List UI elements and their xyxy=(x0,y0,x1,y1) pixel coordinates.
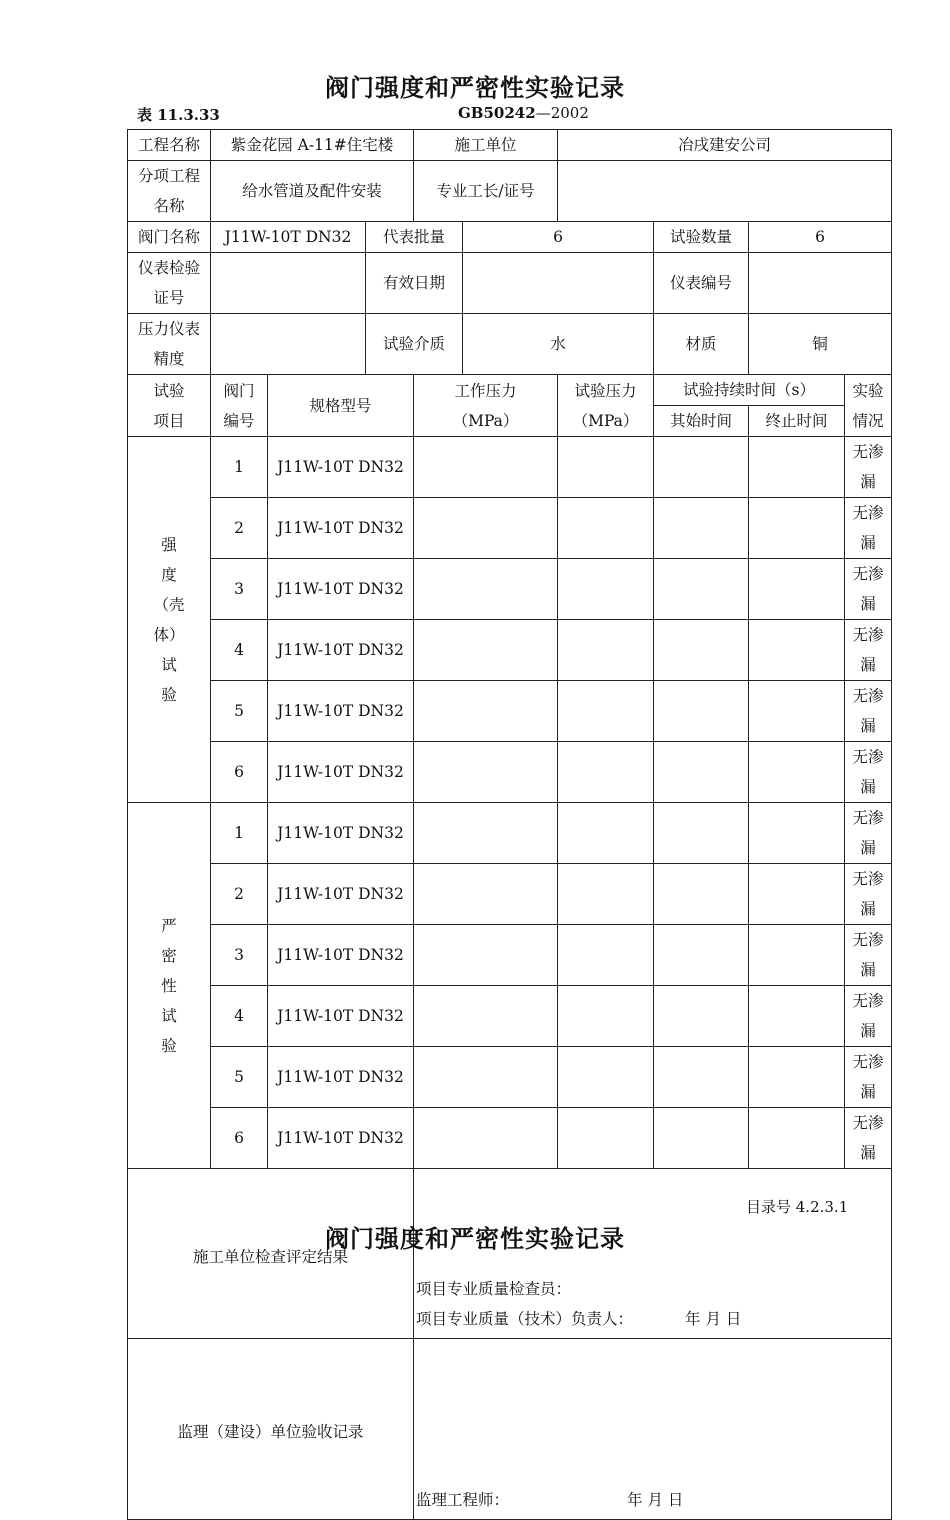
work-pressure-cell xyxy=(414,742,558,803)
contractor-value: 冶戌建安公司 xyxy=(558,130,892,161)
table-row xyxy=(128,925,892,986)
supervision-label: 监理（建设）单位验收记录 xyxy=(177,1423,364,1441)
col-test-pressure-line2: （MPa） xyxy=(572,411,639,430)
supervision-date: 年 月 日 xyxy=(627,1491,684,1509)
sub-project-row xyxy=(128,161,892,222)
sub-project-label-line1: 分项工程 xyxy=(137,167,200,185)
contractor-check-label: 施工单位检查评定结果 xyxy=(192,1247,348,1266)
work-pressure-cell xyxy=(414,986,558,1047)
medium-label: 试验介质 xyxy=(366,314,463,375)
result-cell: 无渗漏 xyxy=(845,437,892,498)
spec-cell: J11W-10T DN32 xyxy=(268,742,414,803)
tech-lead-line xyxy=(416,1304,741,1334)
test-pressure-cell xyxy=(558,620,654,681)
test-pressure-cell xyxy=(558,925,654,986)
valve-no-cell: 5 xyxy=(211,681,268,742)
work-pressure-cell xyxy=(414,1047,558,1108)
result-cell: 无渗漏 xyxy=(845,925,892,986)
spec-cell: J11W-10T DN32 xyxy=(268,498,414,559)
test-pressure-cell xyxy=(558,1047,654,1108)
col-work-pressure xyxy=(414,375,558,437)
test-qty-label: 试验数量 xyxy=(654,222,749,253)
contractor-sign-lines xyxy=(416,1274,741,1334)
end-time-cell xyxy=(749,1108,845,1169)
engineer-line xyxy=(416,1485,683,1515)
table-row xyxy=(128,559,892,620)
batch-label: 代表批量 xyxy=(366,222,463,253)
pressure-accuracy-line2: 精度 xyxy=(153,350,185,368)
col-test-pressure-line1: 试验压力 xyxy=(574,381,637,400)
work-pressure-cell xyxy=(414,498,558,559)
sub-project-value: 给水管道及配件安装 xyxy=(211,161,414,222)
supervision-row xyxy=(128,1339,892,1520)
column-header-row-1 xyxy=(128,375,892,406)
valve-no-cell: 4 xyxy=(211,620,268,681)
sub-project-label xyxy=(128,161,211,222)
result-cell: 无渗漏 xyxy=(845,1108,892,1169)
test-pressure-cell xyxy=(558,437,654,498)
work-pressure-cell xyxy=(414,925,558,986)
table-row xyxy=(128,620,892,681)
test-pressure-cell xyxy=(558,498,654,559)
start-time-cell xyxy=(654,1047,749,1108)
test-qty-value: 6 xyxy=(749,222,892,253)
start-time-cell xyxy=(654,803,749,864)
sub-project-label-line2: 名称 xyxy=(153,197,185,215)
strength-label-char: 强 xyxy=(161,535,177,554)
contractor-date: 年 月 日 xyxy=(685,1310,742,1328)
instrument-row xyxy=(128,253,892,314)
col-spec: 规格型号 xyxy=(268,375,414,437)
instrument-no-value xyxy=(749,253,892,314)
table-row xyxy=(128,1047,892,1108)
spec-cell: J11W-10T DN32 xyxy=(268,803,414,864)
table-row xyxy=(128,864,892,925)
strength-label-char: 验 xyxy=(161,685,177,704)
work-pressure-cell xyxy=(414,803,558,864)
valve-name-label: 阀门名称 xyxy=(128,222,211,253)
supervision-sign-area xyxy=(416,1339,889,1519)
start-time-cell xyxy=(654,498,749,559)
end-time-cell xyxy=(749,437,845,498)
engineer-label: 监理工程师： xyxy=(416,1491,510,1509)
supervision-sign-cell xyxy=(414,1339,892,1520)
work-pressure-cell xyxy=(414,620,558,681)
quality-inspector-line: 项目专业质量检查员： xyxy=(416,1280,572,1298)
spec-cell: J11W-10T DN32 xyxy=(268,864,414,925)
instrument-cert-line1: 仪表检验 xyxy=(137,259,200,277)
col-test-item xyxy=(128,375,211,437)
col-test-item-line1: 试验 xyxy=(153,381,185,400)
spec-cell: J11W-10T DN32 xyxy=(268,437,414,498)
end-time-cell xyxy=(749,986,845,1047)
pressure-accuracy-value xyxy=(211,314,366,375)
end-time-cell xyxy=(749,681,845,742)
spec-cell: J11W-10T DN32 xyxy=(268,1047,414,1108)
supervision-label-cell xyxy=(128,1339,414,1520)
start-time-cell xyxy=(654,742,749,803)
col-duration: 试验持续时间（s） xyxy=(654,375,845,406)
spec-cell: J11W-10T DN32 xyxy=(268,681,414,742)
tightness-label-char: 密 xyxy=(161,946,177,965)
work-pressure-cell xyxy=(414,559,558,620)
result-cell: 无渗漏 xyxy=(845,803,892,864)
end-time-cell xyxy=(749,864,845,925)
valid-date-label: 有效日期 xyxy=(366,253,463,314)
tightness-label-char: 试 xyxy=(161,1006,177,1025)
result-cell: 无渗漏 xyxy=(845,1047,892,1108)
instrument-cert-line2: 证号 xyxy=(153,289,185,307)
spec-cell: J11W-10T DN32 xyxy=(268,620,414,681)
col-valve-no-line2: 编号 xyxy=(223,411,255,430)
result-cell: 无渗漏 xyxy=(845,742,892,803)
start-time-cell xyxy=(654,1108,749,1169)
instrument-no-label: 仪表编号 xyxy=(654,253,749,314)
strength-label-char: （壳 xyxy=(153,595,185,614)
test-pressure-cell xyxy=(558,681,654,742)
valve-no-cell: 6 xyxy=(211,1108,268,1169)
medium-value: 水 xyxy=(463,314,654,375)
end-time-cell xyxy=(749,742,845,803)
col-work-pressure-line1: 工作压力 xyxy=(454,381,517,400)
next-page-title: 阀门强度和严密性实验记录 xyxy=(325,1224,625,1253)
form-number: 表 11.3.33 xyxy=(137,106,220,124)
test-pressure-cell xyxy=(558,742,654,803)
col-valve-no-line1: 阀门 xyxy=(223,381,255,400)
start-time-cell xyxy=(654,681,749,742)
supervision-sign-lines xyxy=(416,1485,683,1515)
material-value: 铜 xyxy=(749,314,892,375)
foreman-label: 专业工长/证号 xyxy=(414,161,558,222)
start-time-cell xyxy=(654,620,749,681)
tightness-label-char: 性 xyxy=(161,976,177,995)
test-pressure-cell xyxy=(558,803,654,864)
material-label: 材质 xyxy=(654,314,749,375)
valve-no-cell: 3 xyxy=(211,925,268,986)
contractor-label: 施工单位 xyxy=(414,130,558,161)
end-time-cell xyxy=(749,498,845,559)
tightness-test-label xyxy=(128,803,211,1169)
test-pressure-cell xyxy=(558,986,654,1047)
work-pressure-cell xyxy=(414,681,558,742)
project-name-label: 工程名称 xyxy=(128,130,211,161)
start-time-cell xyxy=(654,925,749,986)
strength-label-char: 度 xyxy=(161,565,177,584)
valve-no-cell: 2 xyxy=(211,498,268,559)
work-pressure-cell xyxy=(414,864,558,925)
start-time-cell xyxy=(654,559,749,620)
col-work-pressure-line2: （MPa） xyxy=(452,411,519,430)
valve-no-cell: 5 xyxy=(211,1047,268,1108)
col-end-time: 终止时间 xyxy=(749,406,845,437)
col-start-time: 其始时间 xyxy=(654,406,749,437)
valve-name-value: J11W-10T DN32 xyxy=(211,222,366,253)
valve-no-cell: 2 xyxy=(211,864,268,925)
valve-name-row xyxy=(128,222,892,253)
strength-label-char: 体） xyxy=(153,625,185,644)
work-pressure-cell xyxy=(414,1108,558,1169)
valve-no-cell: 1 xyxy=(211,437,268,498)
test-pressure-cell xyxy=(558,864,654,925)
standard-prefix: GB50242 xyxy=(458,104,536,122)
table-row xyxy=(128,986,892,1047)
pressure-accuracy-label xyxy=(128,314,211,375)
result-cell: 无渗漏 xyxy=(845,559,892,620)
table-row xyxy=(128,681,892,742)
instrument-cert-label xyxy=(128,253,211,314)
strength-label-char: 试 xyxy=(161,655,177,674)
valid-date-value xyxy=(463,253,654,314)
end-time-cell xyxy=(749,803,845,864)
end-time-cell xyxy=(749,1047,845,1108)
tech-lead-label: 项目专业质量（技术）负责人： xyxy=(416,1310,634,1328)
table-row xyxy=(128,742,892,803)
pressure-instrument-row xyxy=(128,314,892,375)
project-row xyxy=(128,130,892,161)
valve-test-record-table xyxy=(127,129,892,1520)
end-time-cell xyxy=(749,925,845,986)
col-result: 实验情况 xyxy=(845,375,892,437)
result-cell: 无渗漏 xyxy=(845,681,892,742)
table-row xyxy=(128,1108,892,1169)
project-name-value: 紫金花园 A-11#住宅楼 xyxy=(211,130,414,161)
start-time-cell xyxy=(654,864,749,925)
result-cell: 无渗漏 xyxy=(845,620,892,681)
table-row xyxy=(128,437,892,498)
pressure-accuracy-line1: 压力仪表 xyxy=(137,320,200,338)
col-test-pressure xyxy=(558,375,654,437)
page-title: 阀门强度和严密性实验记录 xyxy=(325,73,625,102)
tightness-label-char: 验 xyxy=(161,1036,177,1055)
end-time-cell xyxy=(749,620,845,681)
instrument-cert-value xyxy=(211,253,366,314)
valve-no-cell: 6 xyxy=(211,742,268,803)
spec-cell: J11W-10T DN32 xyxy=(268,559,414,620)
start-time-cell xyxy=(654,986,749,1047)
standard-code xyxy=(458,104,589,122)
batch-value: 6 xyxy=(463,222,654,253)
spec-cell: J11W-10T DN32 xyxy=(268,1108,414,1169)
spec-cell: J11W-10T DN32 xyxy=(268,986,414,1047)
valve-no-cell: 1 xyxy=(211,803,268,864)
start-time-cell xyxy=(654,437,749,498)
spec-cell: J11W-10T DN32 xyxy=(268,925,414,986)
result-cell: 无渗漏 xyxy=(845,986,892,1047)
result-cell: 无渗漏 xyxy=(845,498,892,559)
strength-test-label xyxy=(128,437,211,803)
valve-no-cell: 4 xyxy=(211,986,268,1047)
foreman-value xyxy=(558,161,892,222)
tightness-label-char: 严 xyxy=(161,916,177,935)
col-test-item-line2: 项目 xyxy=(153,411,185,430)
catalog-number: 目录号 4.2.3.1 xyxy=(746,1198,849,1216)
col-valve-no xyxy=(211,375,268,437)
result-cell: 无渗漏 xyxy=(845,864,892,925)
valve-no-cell: 3 xyxy=(211,559,268,620)
test-pressure-cell xyxy=(558,1108,654,1169)
work-pressure-cell xyxy=(414,437,558,498)
table-row xyxy=(128,803,892,864)
standard-suffix: —2002 xyxy=(535,104,589,122)
end-time-cell xyxy=(749,559,845,620)
table-row xyxy=(128,498,892,559)
test-pressure-cell xyxy=(558,559,654,620)
